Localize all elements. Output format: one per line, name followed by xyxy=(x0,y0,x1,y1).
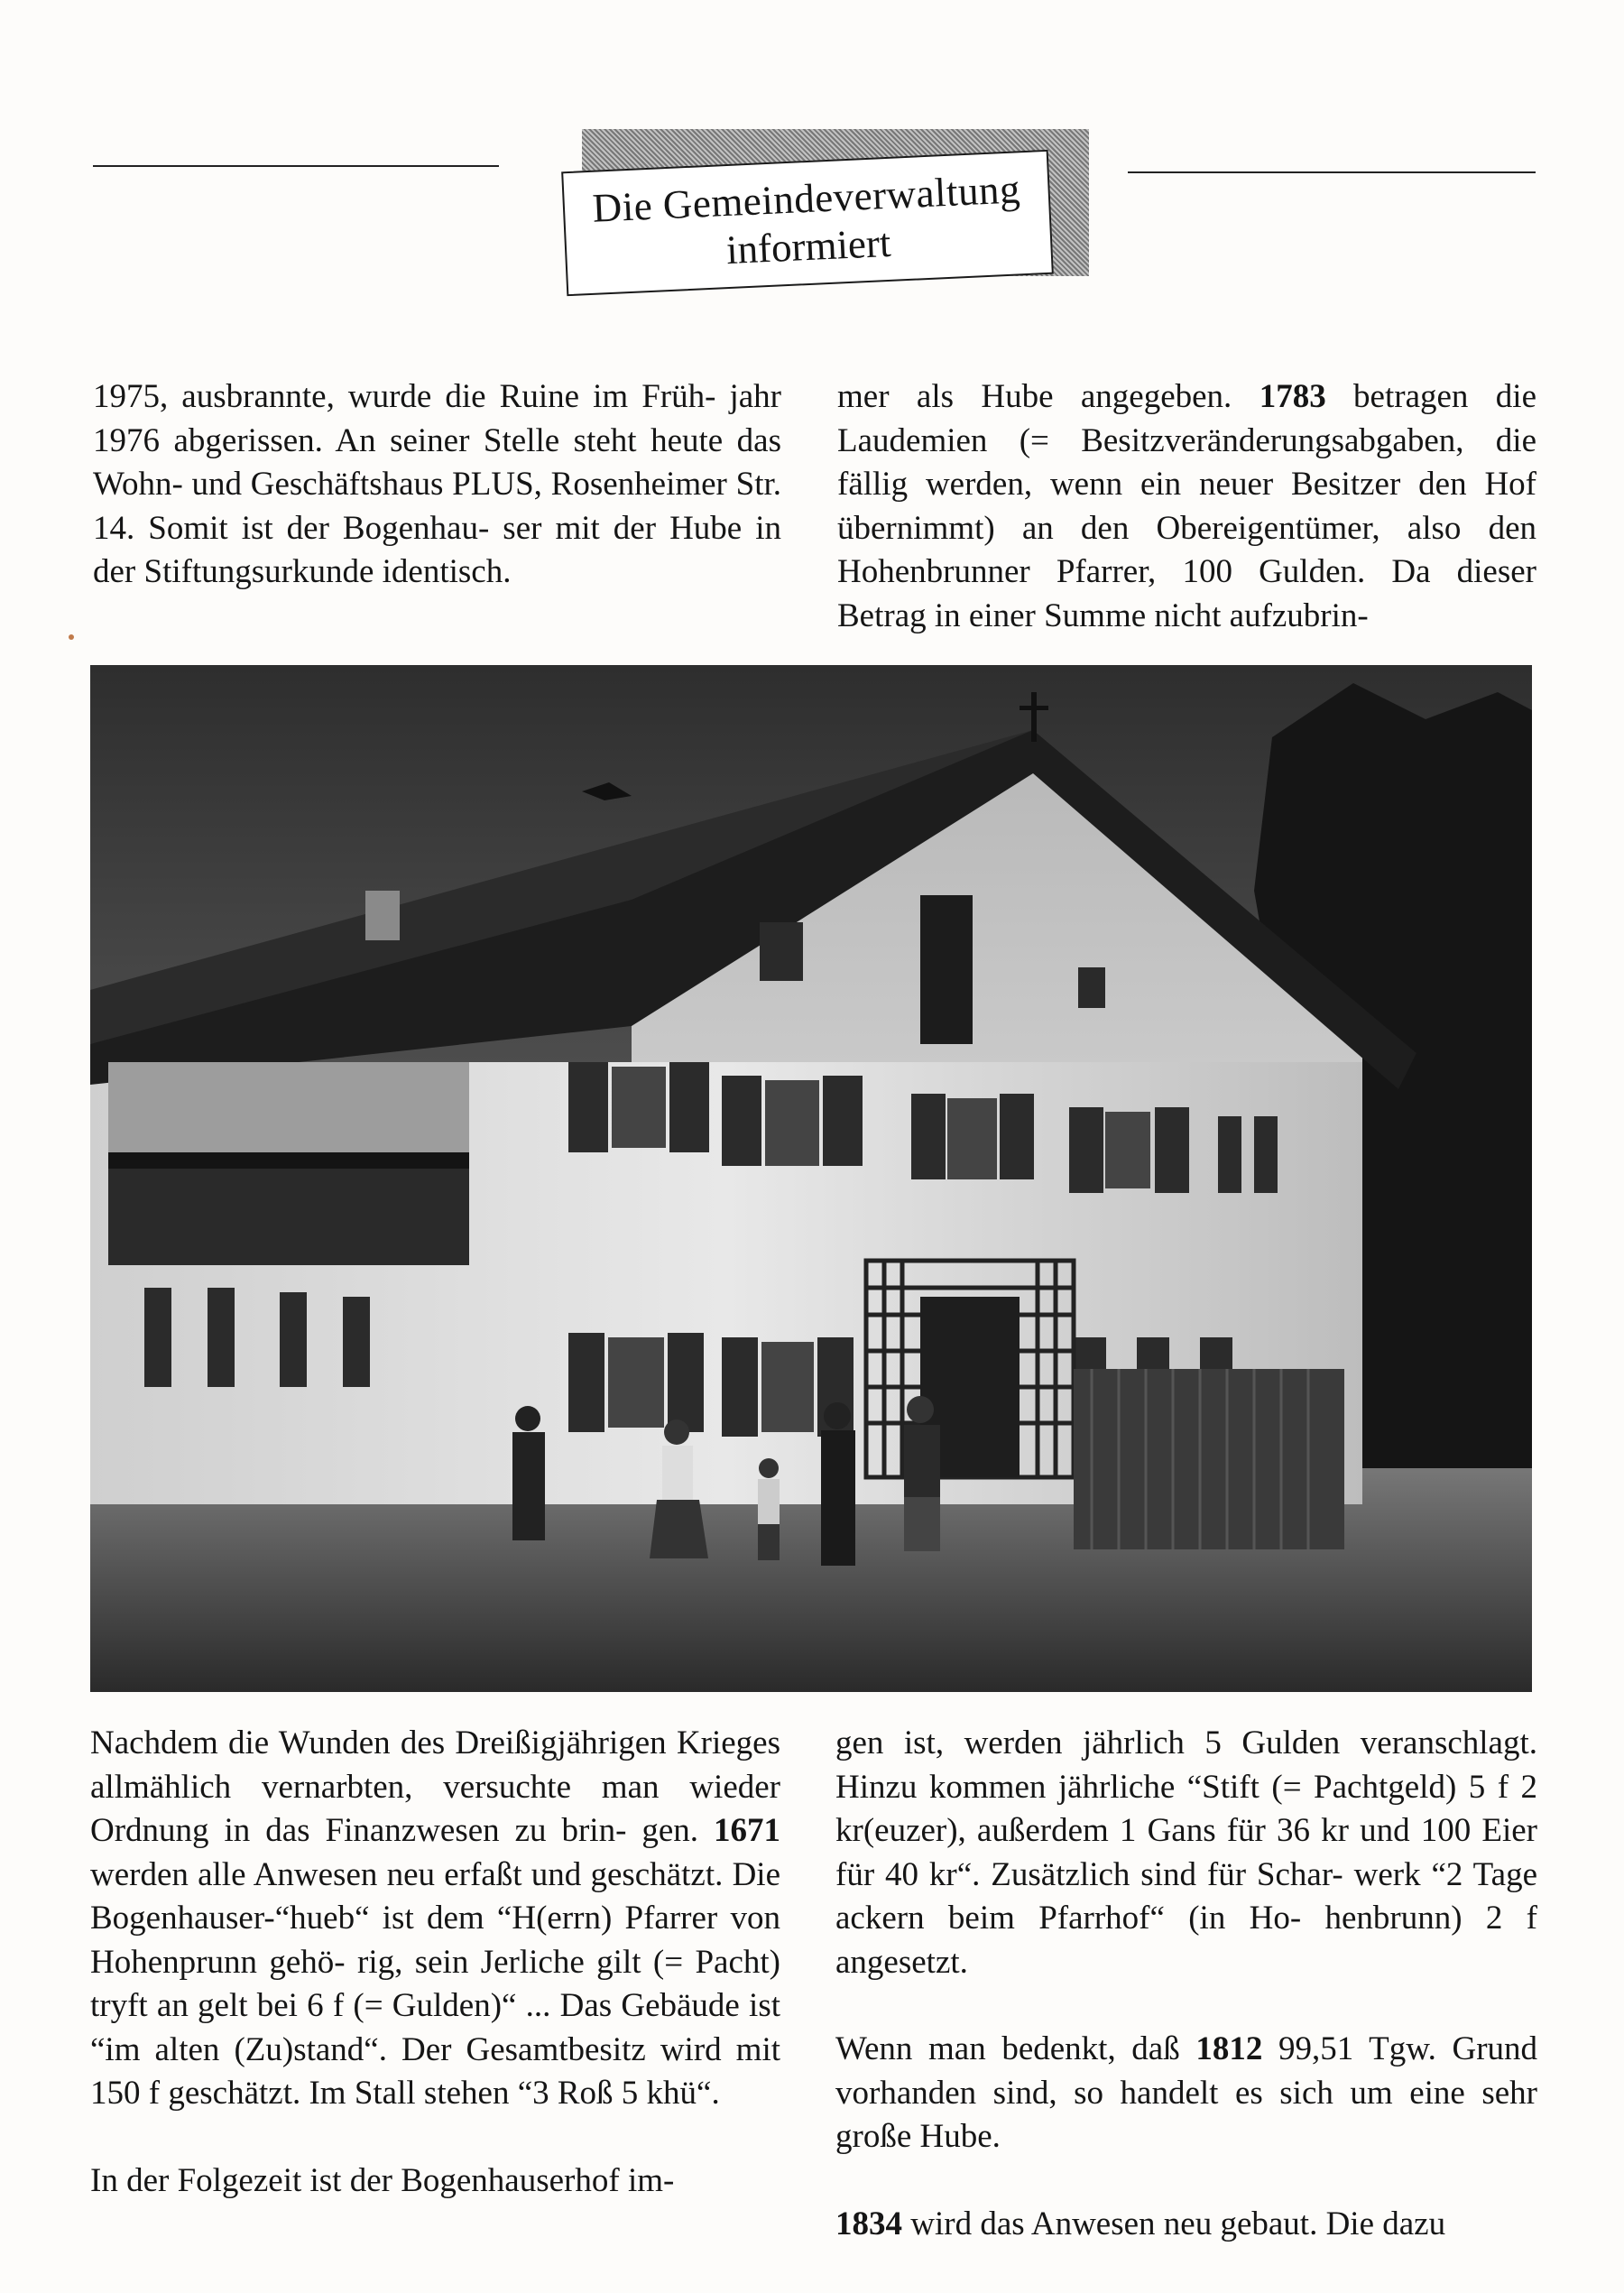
section-header xyxy=(561,150,1054,296)
balcony xyxy=(108,1166,469,1265)
text-line: heute das Wohn- und Geschäftshaus PLUS, xyxy=(93,421,782,503)
margin-mark xyxy=(69,634,74,640)
year-1671: 1671 xyxy=(714,1812,780,1849)
text-line: ser mit der Hube in der Stiftungsurkunde xyxy=(93,509,782,590)
top-right-column xyxy=(837,375,1536,638)
roof-cross xyxy=(1031,692,1037,742)
paragraph xyxy=(835,2203,1537,2247)
gable-window xyxy=(920,895,973,1044)
balcony-upper xyxy=(108,1062,469,1152)
text-line: henbrunn) 2 f angesetzt. xyxy=(835,1900,1537,1981)
text-line: rig, sein Jerliche gilt (= Pacht) tryft an gelt bei xyxy=(90,1943,780,2024)
text-line: Nachdem die Wunden des Dreißigjährigen xyxy=(90,1724,667,1761)
header-title-line2: informiert xyxy=(724,219,892,273)
text-line: 100 Eier für 40 kr“. Zusätzlich sind für Schar- xyxy=(835,1812,1538,1893)
text-line: geschätzt. Im Stall stehen “3 Roß 5 khü“. xyxy=(168,2075,720,2112)
text-line: den Hohenbrunner Pfarrer, 100 Gulden. Da xyxy=(837,509,1536,590)
text-line: 6 f (= Gulden)“ ... Das Gebäude ist “im alten xyxy=(90,1987,781,2068)
text-line: eine sehr große Hube. xyxy=(835,2074,1537,2155)
year-1834: 1834 xyxy=(835,2205,902,2242)
top-left-column xyxy=(93,375,781,595)
text-line: betragen die xyxy=(1325,378,1536,415)
text-line: und geschätzt. Die Bogenhauser-“hueb“ ist xyxy=(90,1855,781,1937)
gable-window xyxy=(760,922,803,981)
paragraph xyxy=(835,2028,1537,2159)
header-title-line1: Die Gemeindeverwaltung xyxy=(591,166,1021,231)
text-line: 5 f 2 kr(euzer), außerdem 1 Gans für 36 kr und xyxy=(835,1768,1538,1849)
text-line: jahr 1976 abgerissen. An seiner Stelle steht xyxy=(93,378,782,459)
text-line: wird das Anwesen neu gebaut. Die dazu xyxy=(902,2205,1446,2242)
text-line: (Zu)stand“. Der Gesamtbesitz wird mit 150 f xyxy=(90,2030,781,2112)
text-line: Hinzu kommen jährliche “Stift (= Pachtgeld) xyxy=(835,1768,1457,1806)
paragraph xyxy=(835,1722,1537,1984)
text-line: gen ist, werden jährlich 5 Gulden veranschlagt. xyxy=(835,1724,1537,1761)
text-line: Hof übernimmt) an den Obereigentümer, also xyxy=(837,466,1536,547)
chimney xyxy=(365,891,400,940)
text-line: dem “H(errn) Pfarrer von Hohenprunn gehö- xyxy=(90,1900,780,1981)
text-line: identisch. xyxy=(382,553,512,590)
text-line: gen. xyxy=(641,1812,714,1849)
text-line: Rosenheimer Str. 14. Somit ist der Bogenhau- xyxy=(93,466,782,547)
historic-farmhouse-photo xyxy=(90,665,1532,1692)
paragraph xyxy=(90,1722,780,2116)
text-line: mer als Hube angegeben. xyxy=(837,378,1260,415)
paragraph xyxy=(93,375,781,595)
text-line: werden alle Anwesen neu erfaßt xyxy=(90,1855,522,1893)
text-line: Wenn man bedenkt, daß xyxy=(835,2030,1196,2067)
paragraph xyxy=(90,2159,780,2204)
text-line: Grund vorhanden sind, so handelt es sich um xyxy=(835,2030,1538,2112)
text-line: werk “2 Tage ackern beim Pfarrhof“ (in Ho- xyxy=(835,1855,1537,1937)
text-line: die fällig werden, wenn ein neuer Besitzer den xyxy=(837,421,1536,503)
text-line: dieser Betrag in einer Summe nicht aufzubrin- xyxy=(837,553,1537,634)
balcony-rail xyxy=(108,1152,469,1169)
year-1812: 1812 xyxy=(1195,2030,1263,2067)
farmhouse-illustration xyxy=(90,665,1532,1692)
bottom-right-column xyxy=(835,1722,1537,2246)
bottom-left-column xyxy=(90,1722,780,2203)
header-rule-left xyxy=(93,165,499,167)
text-line: Laudemien (= Besitzveränderungsabgaben, xyxy=(837,421,1464,459)
text-line: 1975, ausbrannte, wurde die Ruine im Früh- xyxy=(93,378,716,415)
fence xyxy=(1074,1369,1344,1549)
text-line: 99,51 Tgw. xyxy=(1262,2030,1436,2067)
paragraph xyxy=(837,375,1536,638)
text-line: wieder Ordnung in das Finanzwesen zu brin- xyxy=(90,1768,780,1849)
text-line: Krieges allmählich vernarbten, versuchte man xyxy=(90,1724,781,1806)
year-1783: 1783 xyxy=(1259,378,1326,415)
text-line: In der Folgezeit ist der Bogenhauserhof im- xyxy=(90,2161,675,2199)
gable-window xyxy=(1078,967,1105,1008)
header-rule-right xyxy=(1128,171,1536,173)
roof-cross-bar xyxy=(1020,706,1048,710)
